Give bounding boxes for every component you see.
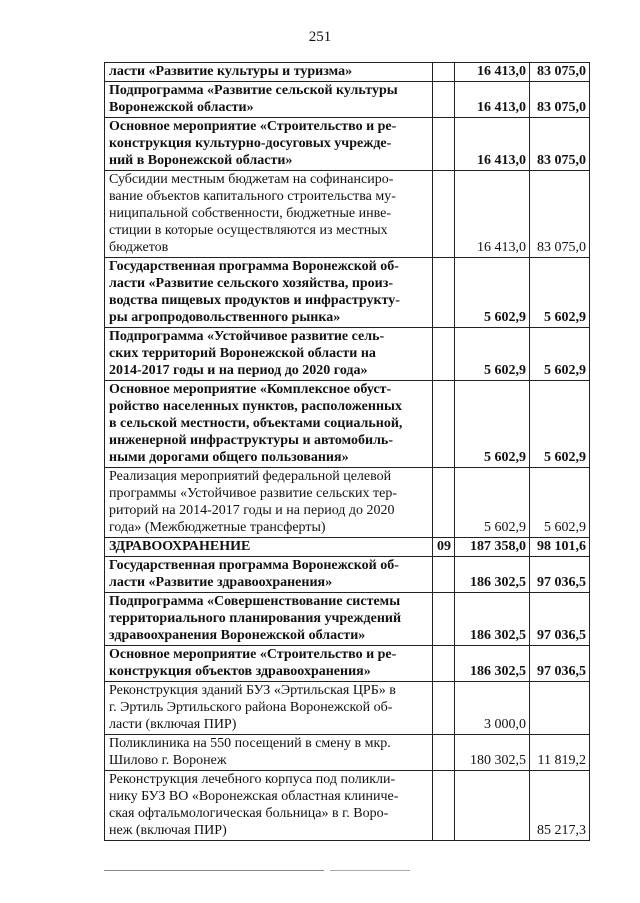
- row-value-2: 97 036,5: [530, 557, 590, 593]
- row-name-line: неж (включая ПИР): [109, 823, 227, 838]
- row-name-line: 2014-2017 годы и на период до 2020 года»: [109, 363, 368, 378]
- row-name-line: года» (Межбюджетные трансферты): [109, 520, 326, 535]
- row-name-line: ЗДРАВООХРАНЕНИЕ: [109, 539, 251, 554]
- row-name-line: ских территорий Воронежской области на: [109, 346, 376, 361]
- row-name-line: здравоохранения Воронежской области»: [109, 628, 366, 643]
- table-row: [105, 735, 590, 771]
- row-name-line: ройство населенных пунктов, расположенных: [109, 399, 402, 414]
- row-value-2: 5 602,9: [530, 258, 590, 328]
- table-row: [105, 468, 590, 538]
- row-name-line: Государственная программа Воронежской об-: [109, 259, 399, 274]
- row-name: [105, 593, 433, 646]
- row-name: [105, 82, 433, 118]
- row-name-line: территориального планирования учреждений: [109, 611, 402, 626]
- row-name: [105, 171, 433, 258]
- row-name-line: ласти «Развитие здравоохранения»: [109, 575, 333, 590]
- row-value-1: 3 000,0: [455, 682, 530, 735]
- row-value-1: [455, 771, 530, 841]
- row-value-2: 83 075,0: [530, 171, 590, 258]
- row-section-code: [433, 381, 455, 468]
- row-section-code: [433, 258, 455, 328]
- row-section-code: [433, 328, 455, 381]
- footer-rule-secondary: [330, 870, 410, 871]
- row-name-line: бюджетов: [109, 240, 169, 255]
- row-value-2: 85 217,3: [530, 771, 590, 841]
- row-name: [105, 381, 433, 468]
- row-value-1: 5 602,9: [455, 258, 530, 328]
- row-name-line: ными дорогами общего пользования»: [109, 450, 349, 465]
- row-name-line: Подпрограмма «Устойчивое развитие сель-: [109, 329, 385, 344]
- row-name-line: ниципальной собственности, бюджетные инве-: [109, 206, 392, 221]
- row-value-1: 5 602,9: [455, 328, 530, 381]
- row-value-1: 16 413,0: [455, 171, 530, 258]
- row-value-2: [530, 682, 590, 735]
- row-section-code: [433, 118, 455, 171]
- row-name-line: Реконструкция лечебного корпуса под поликли-: [109, 772, 396, 787]
- row-value-2: 83 075,0: [530, 82, 590, 118]
- row-name-line: стиции в которые осуществляются из местных: [109, 223, 388, 238]
- row-name-line: ры агропродовольственного рынка»: [109, 310, 341, 325]
- table-row: [105, 63, 590, 82]
- row-name: [105, 258, 433, 328]
- row-section-code: [433, 82, 455, 118]
- row-name-line: конструкция культурно-досуговых учрежде-: [109, 136, 392, 151]
- row-name: [105, 63, 433, 82]
- row-value-1: 16 413,0: [455, 118, 530, 171]
- row-value-2: 5 602,9: [530, 328, 590, 381]
- row-name-line: Реконструкция зданий БУЗ «Эртильская ЦРБ» в: [109, 683, 396, 698]
- row-name-line: Субсидии местным бюджетам на софинансиро-: [109, 172, 394, 187]
- row-name-line: ласти «Развитие культуры и туризма»: [109, 64, 353, 79]
- row-name-line: Реализация мероприятий федеральной целевой: [109, 469, 392, 484]
- footer-rule: [104, 870, 324, 871]
- row-name: [105, 468, 433, 538]
- row-name-line: ская офтальмологическая больница» в г. Воро-: [109, 806, 389, 821]
- table-row: [105, 118, 590, 171]
- row-section-code: [433, 735, 455, 771]
- row-name-line: ласти «Развитие сельского хозяйства, произ-: [109, 276, 394, 291]
- page-number: 251: [308, 29, 332, 45]
- row-name: [105, 646, 433, 682]
- row-name: [105, 557, 433, 593]
- row-name-line: Основное мероприятие «Строительство и ре-: [109, 119, 397, 134]
- row-name: [105, 538, 433, 557]
- row-value-1: 5 602,9: [455, 468, 530, 538]
- row-value-2: 5 602,9: [530, 381, 590, 468]
- row-name-line: Воронежской области»: [109, 100, 254, 115]
- row-name-line: инженерной инфраструктуры и автомобиль-: [109, 433, 393, 448]
- budget-table: [104, 62, 590, 841]
- table-row: [105, 593, 590, 646]
- table-row: [105, 328, 590, 381]
- row-name-line: Государственная программа Воронежской об-: [109, 558, 399, 573]
- table-row: [105, 538, 590, 557]
- table-row: [105, 771, 590, 841]
- row-value-2: 5 602,9: [530, 468, 590, 538]
- row-section-code: [433, 771, 455, 841]
- row-section-code: [433, 593, 455, 646]
- table-row: [105, 258, 590, 328]
- row-value-2: 83 075,0: [530, 118, 590, 171]
- row-section-code: 09: [433, 538, 455, 557]
- row-section-code: [433, 682, 455, 735]
- row-name-line: Подпрограмма «Развитие сельской культуры: [109, 83, 398, 98]
- row-value-2: 83 075,0: [530, 63, 590, 82]
- row-name-line: Подпрограмма «Совершенствование системы: [109, 594, 401, 609]
- row-name-line: г. Эртиль Эртильского района Воронежской об-: [109, 700, 393, 715]
- row-value-1: 186 302,5: [455, 593, 530, 646]
- row-name-line: Основное мероприятие «Строительство и ре-: [109, 647, 397, 662]
- row-name-line: ний в Воронежской области»: [109, 153, 293, 168]
- row-name: [105, 118, 433, 171]
- table-row: [105, 646, 590, 682]
- table-row: [105, 557, 590, 593]
- row-name-line: вание объектов капитального строительства му-: [109, 189, 396, 204]
- row-name-line: конструкция объектов здравоохранения»: [109, 664, 371, 679]
- row-name-line: Основное мероприятие «Комплексное обуст-: [109, 382, 392, 397]
- row-value-1: 186 302,5: [455, 646, 530, 682]
- row-name-line: ласти (включая ПИР): [109, 717, 237, 732]
- table-row: [105, 682, 590, 735]
- row-name-line: риторий на 2014-2017 годы и на период до 2020: [109, 503, 395, 518]
- row-name: [105, 682, 433, 735]
- row-section-code: [433, 557, 455, 593]
- row-value-1: 5 602,9: [455, 381, 530, 468]
- row-name: [105, 771, 433, 841]
- row-value-2: 97 036,5: [530, 646, 590, 682]
- row-name-line: Шилово г. Воронеж: [109, 753, 227, 768]
- row-value-1: 16 413,0: [455, 63, 530, 82]
- row-value-2: 11 819,2: [530, 735, 590, 771]
- row-name: [105, 328, 433, 381]
- row-name-line: в сельской местности, объектами социальной,: [109, 416, 403, 431]
- row-name: [105, 735, 433, 771]
- row-name-line: водства пищевых продуктов и инфраструкту-: [109, 293, 400, 308]
- row-value-2: 97 036,5: [530, 593, 590, 646]
- row-name-line: нику БУЗ ВО «Воронежская областная клиниче-: [109, 789, 399, 804]
- row-value-2: 98 101,6: [530, 538, 590, 557]
- table-row: [105, 171, 590, 258]
- table-row: [105, 381, 590, 468]
- row-section-code: [433, 63, 455, 82]
- row-name-line: Поликлиника на 550 посещений в смену в мкр.: [109, 736, 391, 751]
- row-value-1: 187 358,0: [455, 538, 530, 557]
- row-section-code: [433, 646, 455, 682]
- row-name-line: программы «Устойчивое развитие сельских тер-: [109, 486, 398, 501]
- row-value-1: 180 302,5: [455, 735, 530, 771]
- row-section-code: [433, 171, 455, 258]
- table-row: [105, 82, 590, 118]
- row-section-code: [433, 468, 455, 538]
- row-value-1: 186 302,5: [455, 557, 530, 593]
- row-value-1: 16 413,0: [455, 82, 530, 118]
